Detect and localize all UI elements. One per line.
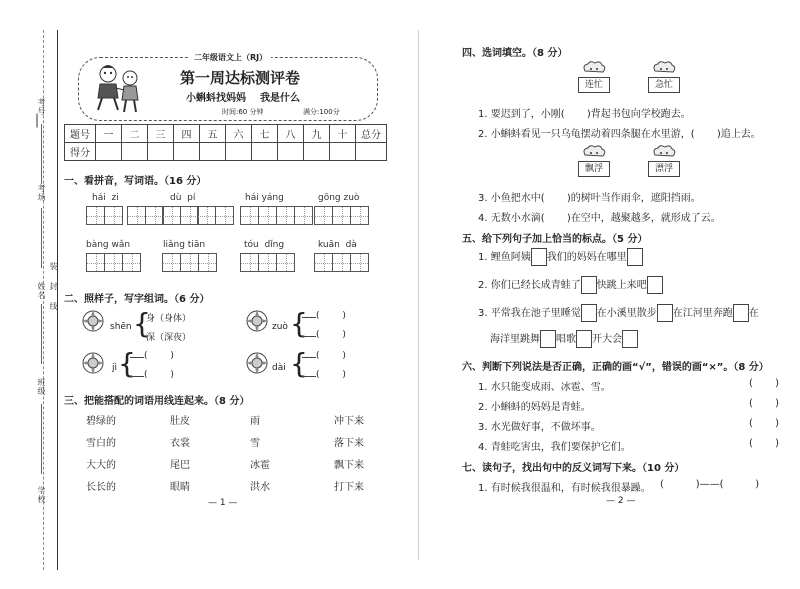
punct-box[interactable] bbox=[581, 304, 597, 322]
word-option-piaofu-2: 漂浮 bbox=[648, 161, 680, 177]
sec6-item-2: 2. 小蝌蚪的妈妈是青蛙。 bbox=[478, 402, 591, 413]
page-subtitle: 小蝌蚪找妈妈 我是什么 bbox=[186, 93, 300, 104]
match-word[interactable]: 眼睛 bbox=[170, 482, 190, 493]
zuo-line1[interactable]: ( ) bbox=[302, 311, 346, 321]
writing-grid[interactable] bbox=[314, 206, 368, 225]
ji-line1[interactable]: ( ) bbox=[130, 351, 174, 361]
match-word[interactable]: 碧绿的 bbox=[86, 416, 116, 427]
match-word[interactable]: 大大的 bbox=[86, 460, 116, 471]
zuo-line2[interactable]: ( ) bbox=[302, 330, 346, 340]
section-5-title: 五、给下列句子加上恰当的标点。（5 分） bbox=[462, 234, 648, 245]
pinyin-4: gōng zuò bbox=[318, 193, 360, 203]
match-word[interactable]: 尾巴 bbox=[170, 460, 190, 471]
writing-grid[interactable] bbox=[314, 253, 368, 272]
antonym-answer[interactable]: ( )——( ) bbox=[660, 479, 760, 490]
sec6-item-4: 4. 青蛙吃害虫，我们要保护它们。 bbox=[478, 442, 631, 453]
pinyin-6: liǎng tiān bbox=[163, 240, 206, 250]
sheep-icon bbox=[652, 145, 676, 161]
full-score-label: 满分:100分 bbox=[303, 108, 340, 116]
writing-grid[interactable] bbox=[197, 206, 233, 225]
punct-box[interactable] bbox=[540, 330, 556, 348]
match-word[interactable]: 打下来 bbox=[334, 482, 364, 493]
shen-line1: 身（身体） bbox=[146, 314, 192, 324]
writing-grid[interactable] bbox=[240, 253, 294, 272]
flower-icon bbox=[244, 308, 270, 334]
binding-label-kaohao: 考号 bbox=[37, 98, 46, 116]
writing-grid[interactable] bbox=[127, 206, 163, 225]
binding-label-feng: 封 bbox=[49, 282, 58, 291]
punct-box[interactable] bbox=[531, 248, 547, 266]
grade-label: 二年级语文上（RJ） bbox=[190, 52, 271, 63]
pinyin-2: dù pí bbox=[170, 193, 196, 203]
punct-box[interactable] bbox=[647, 276, 663, 294]
writing-grid[interactable] bbox=[240, 206, 312, 225]
brace: { bbox=[133, 307, 151, 340]
time-label: 时间:60 分钟 bbox=[222, 108, 264, 116]
sec4-q2: 2. 小蝌蚪看见一只乌龟摆动着四条腿在水里游，( )追上去。 bbox=[478, 129, 761, 140]
section-2-title: 二、照样子，写字组词。（6 分） bbox=[64, 294, 210, 305]
match-word[interactable]: 肚皮 bbox=[170, 416, 190, 427]
dai-line1[interactable]: ( ) bbox=[302, 351, 346, 361]
sec5-q3: 3. 平常我在池子里睡觉 在小溪里散步 在江河里奔跑 在 bbox=[478, 304, 759, 322]
word-option-lianmang: 连忙 bbox=[578, 77, 610, 93]
binding-label-kaochang: 考场 bbox=[37, 184, 46, 202]
flower-icon bbox=[80, 308, 106, 334]
section-4-title: 四、选词填空。（8 分） bbox=[462, 48, 568, 59]
judge-paren[interactable]: ( ) bbox=[748, 398, 779, 409]
pinyin-8: kuān dà bbox=[318, 240, 357, 250]
page-number-2: — 2 — bbox=[606, 496, 636, 506]
sec4-q1: 1. 要迟到了，小刚( )背起书包向学校跑去。 bbox=[478, 109, 691, 120]
dai-line2[interactable]: ( ) bbox=[302, 370, 346, 380]
judge-paren[interactable]: ( ) bbox=[748, 438, 779, 449]
match-word[interactable]: 衣裳 bbox=[170, 438, 190, 449]
match-word[interactable]: 雪白的 bbox=[86, 438, 116, 449]
sec5-q2: 2. 你们已经长成青蛙了 快跳上来吧 bbox=[478, 276, 663, 294]
section-3-title: 三、把能搭配的词语用线连起来。（8 分） bbox=[64, 396, 250, 407]
shen-line2: 深（深夜） bbox=[146, 333, 192, 343]
writing-grid[interactable] bbox=[86, 253, 140, 272]
match-word[interactable]: 冲下来 bbox=[334, 416, 364, 427]
pinyin-3: hái yáng bbox=[245, 193, 284, 203]
section-7-title: 七、读句子，找出句中的反义词写下来。（10 分） bbox=[462, 463, 685, 474]
brace: { bbox=[118, 347, 136, 380]
score-table-score-row: 得分 bbox=[65, 143, 387, 161]
sec6-item-1: 1. 水只能变成雨、冰雹、雪。 bbox=[478, 382, 611, 393]
sec5-q3-cont: 海洋里跳舞 唱歌 开大会 bbox=[490, 330, 638, 348]
page-divider bbox=[418, 30, 419, 560]
sec7-q1: 1. 有时候我很温和，有时候我很暴躁。 bbox=[478, 483, 651, 494]
binding-line bbox=[57, 30, 58, 570]
page-title: 第一周达标测评卷 bbox=[179, 69, 300, 87]
judge-paren[interactable]: ( ) bbox=[748, 378, 779, 389]
sec5-q1: 1. 鲤鱼阿姨 我们的妈妈在哪里 bbox=[478, 248, 643, 266]
writing-grid[interactable] bbox=[162, 206, 198, 225]
punct-box[interactable] bbox=[657, 304, 673, 322]
binding-label-xian: 线 bbox=[49, 302, 58, 311]
pinyin-7: tóu dǐng bbox=[244, 240, 285, 250]
sheep-icon bbox=[652, 61, 676, 77]
ji-pinyin: jì bbox=[112, 363, 118, 373]
punct-box[interactable] bbox=[622, 330, 638, 348]
flower-icon bbox=[80, 350, 106, 376]
binding-label-school: 学校 bbox=[37, 486, 46, 504]
sec4-q4: 4. 无数小水滴( )在空中，越聚越多，就形成了云。 bbox=[478, 213, 721, 224]
word-option-piaofu-1: 飘浮 bbox=[578, 161, 610, 177]
sec4-q3: 3. 小鱼把水中( )的树叶当作雨伞，遮阳挡雨。 bbox=[478, 193, 701, 204]
writing-grid[interactable] bbox=[162, 253, 216, 272]
match-word[interactable]: 冰雹 bbox=[250, 460, 270, 471]
punct-box[interactable] bbox=[576, 330, 592, 348]
sheep-icon bbox=[582, 145, 606, 161]
punct-box[interactable] bbox=[733, 304, 749, 322]
kids-illustration bbox=[88, 62, 148, 114]
pinyin-1: hái zi bbox=[92, 193, 119, 203]
score-table-header-row: 题号 一 二 三 四 五 六 七 八 九 十 总分 bbox=[65, 125, 387, 143]
section-6-title: 六、判断下列说法是否正确，正确的画“√”，错误的画“×”。（8 分） bbox=[462, 362, 769, 373]
page-number-1: — 1 — bbox=[208, 498, 238, 508]
punct-box[interactable] bbox=[627, 248, 643, 266]
pinyin-5: bàng wǎn bbox=[86, 240, 131, 250]
binding-label-name: 姓名 bbox=[37, 282, 46, 300]
brace: { bbox=[290, 307, 308, 340]
brace: { bbox=[290, 347, 308, 380]
binding-label-zhuang: 装 bbox=[49, 262, 58, 271]
punct-box[interactable] bbox=[581, 276, 597, 294]
dai-pinyin: dài bbox=[272, 363, 286, 373]
ji-line2[interactable]: ( ) bbox=[130, 370, 174, 380]
match-word[interactable]: 长长的 bbox=[86, 482, 116, 493]
word-option-jimang: 急忙 bbox=[648, 77, 680, 93]
sheep-icon bbox=[582, 61, 606, 77]
judge-paren[interactable]: ( ) bbox=[748, 418, 779, 429]
match-word[interactable]: 洪水 bbox=[250, 482, 270, 493]
match-word[interactable]: 飘下来 bbox=[334, 460, 364, 471]
binding-label-class: 班级 bbox=[37, 378, 46, 396]
sec6-item-3: 3. 水光做好事，不做坏事。 bbox=[478, 422, 601, 433]
match-word[interactable]: 落下来 bbox=[334, 438, 364, 449]
shen-pinyin: shēn bbox=[110, 322, 132, 332]
match-word[interactable]: 雨 bbox=[250, 416, 260, 427]
writing-grid[interactable] bbox=[86, 206, 122, 225]
match-word[interactable]: 雪 bbox=[250, 438, 260, 449]
section-1-title: 一、看拼音，写词语。（16 分） bbox=[64, 176, 207, 187]
flower-icon bbox=[244, 350, 270, 376]
zuo-pinyin: zuò bbox=[272, 322, 288, 332]
score-table bbox=[64, 124, 387, 161]
